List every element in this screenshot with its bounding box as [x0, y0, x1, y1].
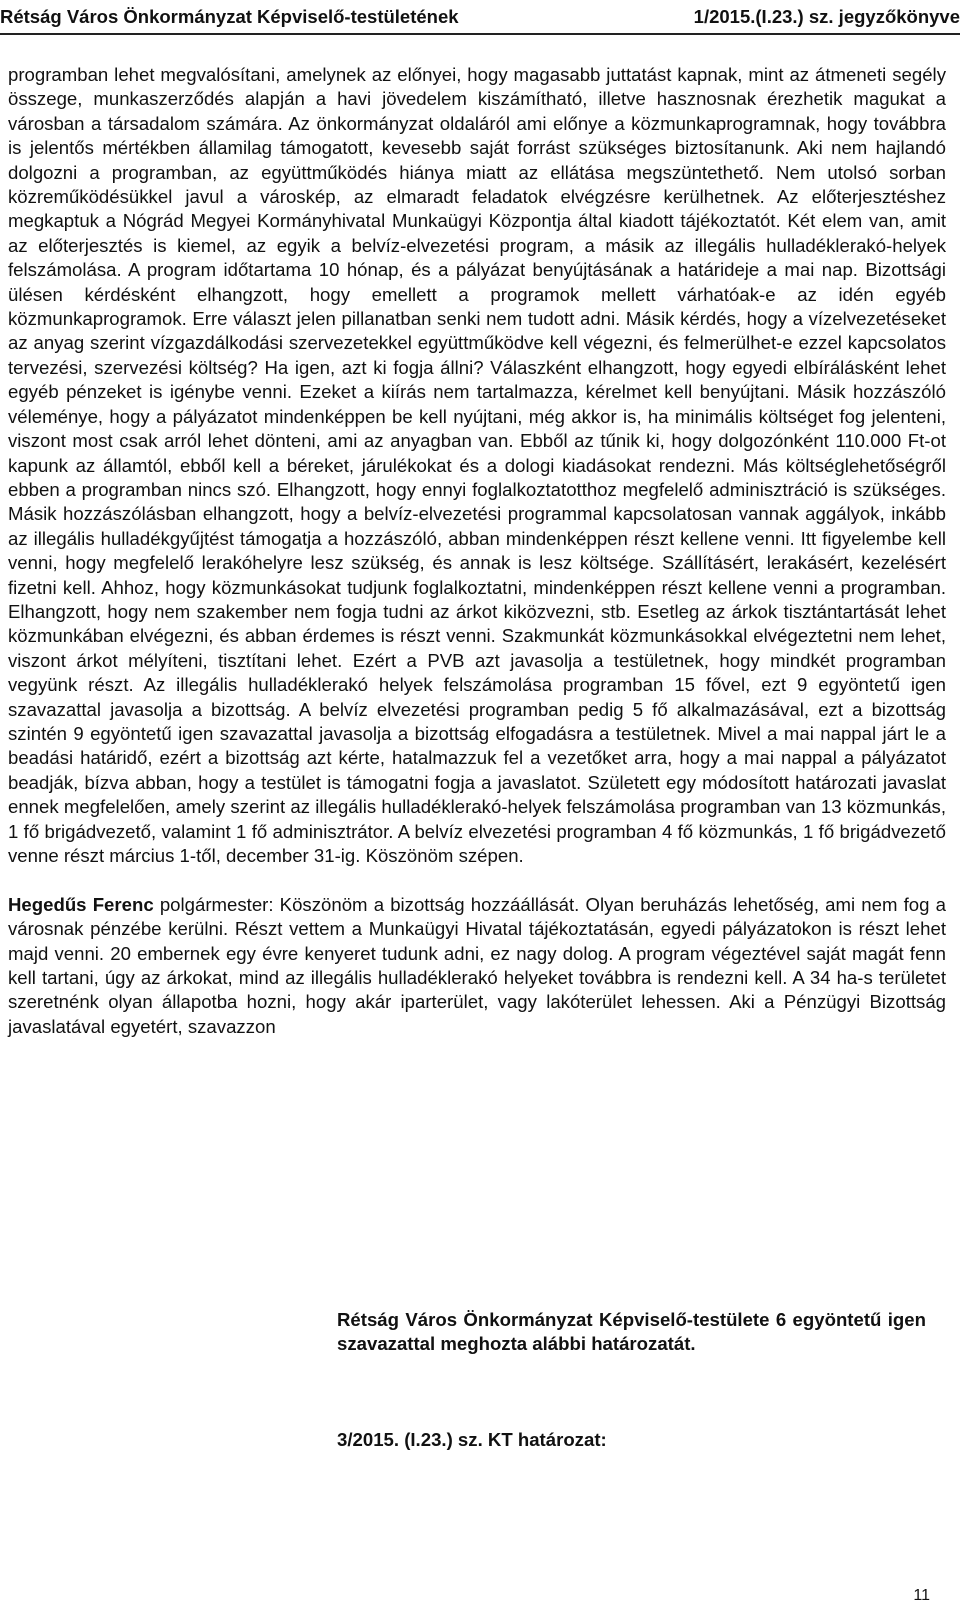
committee-report-paragraph: programban lehet megvalósítani, amelynek az előnyei, hogy magasabb juttatást kapnak, mint az átmeneti segély összege, munkaszerződés alapján a havi jövedelem kiszámítható, illetve hasznosnak érezhetik magukat a városban a társadalom számára. Az önkormányzat oldaláról ami előnye a közmunkaprogramnak, hogy továbbra is jelentős mértékben államilag támogatott, kevesebb saját forrást szükséges biztosítanunk. Aki nem hajlandó dolgozni a programban, az együttműködés hiánya miatt az ellátása megszüntethető. Nem utolsó sorban közreműködésükkel javul a városkép, az elmaradt feladatok elvégzésre kerülhetnek. Az előterjesztéshez megkaptuk a Nógrád Megyei Kormányhivatal Munkaügyi Központja által kiadott tájékoztatót. Két elem van, amit az előterjesztés is kiemel, az egyik a belvíz-elvezetési program, a másik az illegális hulladéklerakó-helyek felszámolása. A program időtartama 10 hónap, és a pályázat benyújtásának a határideje a mai nap. Bizottsági ülésen kérdésként elhangzott, hogy emellett a programok mellett várhatóak-e az idén egyéb közmunkaprogramok. Erre választ jelen pillanatban senki nem tudott adni. Másik kérdés, hogy a vízelvezetéseket az anyag szerint vízgazdálkodási szervezetekkel együttműködve kell végezni, és felmerülhet-e ezzel kapcsolatos tervezési, szervezési költség? Ha igen, azt ki fogja állni? Válaszként elhangzott, hogy egyedi elbírálásként lehet egyéb pénzeket is igénybe venni. Ezeket a kiírás nem tartalmazza, kérelmet kell benyújtani. Másik hozzászóló véleménye, hogy a pályázatot mindenképpen be kell nyújtani, még akkor is, ha minimális költséget fog jelenteni, viszont most csak arról lehet dönteni, ami az anyagban van. Ebből az tűnik ki, hogy dolgozónként 110.000 Ft-ot kapunk az államtól, ebből kell a béreket, járulékokat és a dologi kiadásokat rendezni. Más költséglehetőségről ebben a programban nincs szó. Elhangzott, hogy ennyi foglalkoztatotthoz megfelelő adminisztráció is szükséges. Másik hozzászólásban elhangzott, hogy a belvíz-elvezetési programmal kapcsolatosan vannak aggályok, inkább az illegális hulladékgyűjtést támogatja a hozzászóló, abban mindenképpen részt kellene venni. Itt figyelembe kell venni, hogy megfelelő lerakóhelyre lesz szükség, és annak is lesz költsége. Szállításért, lerakásért, kezelésért fizetni kell. Ahhoz, hogy közmunkásokat tudjunk foglalkoztatni, mindenképpen részt kellene venni a programban. Elhangzott, hogy nem szakember nem fogja tudni az árkot kiközvezni, stb. Esetleg az árkok tisztántartását lehet közmunkában elvégezni, és abban érdemes is részt venni. Szakmunkát közmunkásokkal elvégeztetni nem lehet, viszont árkot mélyíteni, tisztítani lehet. Ezért a PVB azt javasolja a testületnek, hogy mindkét programban vegyünk részt. Az illegális hulladéklerakó helyek felszámolása programban 15 fővel, ezt 9 egyöntetű igen szavazattal javasolja a bizottság. A belvíz elvezetési programban pedig 5 fő alkalmazásával, ezt a bizottság szintén 9 egyöntetű igen szavazattal javasolja a bizottság elfogadásra a testületnek. Mivel a mai nappal járt le a beadási határidő, ezért a bizottság azt kérte, hatalmazzuk fel a vezetőket arra, hogy a mai nappal a pályázatot beadják, bízva abban, hogy a testület is támogatni fogja a javaslatot. Született egy módosított határozati javaslat ennek megfelelően, amely szerint az illegális hulladéklerakó-helyek felszámolása programban van 13 közmunkás, 1 fő brigádvezető, valamint 1 fő adminisztrátor. A belvíz elvezetési programban 4 fő közmunkás, 1 fő brigádvezető venne részt március 1-től, december 31-ig. Köszönöm szépen. [8, 64, 946, 866]
decision-title: 3/2015. (I.23.) sz. KT határozat: [337, 1429, 607, 1450]
header-minutes-number: 1/2015.(I.23.) sz. jegyzőkönyve [693, 6, 960, 27]
page-number: 11 [913, 1587, 930, 1604]
mayor-statement-paragraph [8, 893, 946, 1039]
header-document-body: Rétság Város Önkormányzat Képviselő-testületének [0, 6, 459, 27]
mayor-statement-text: polgármester: Köszönöm a bizottság hozzáállását. Olyan beruházás lehetőség, ami nem fog a városnak pénzébe kerülni. Részt vettem a Munkaügyi Hivatal tájékoztatásán, egyedi pályázatokon is részt lehet majd venni. 20 embernek egy évre kenyeret tudunk adni, ez nagy dolog. A program végeztével saját magát fenn kell tartani, úgy az árkokat, mind az illegális hulladéklerakó helyeket továbbra is rendezni kell. A 34 ha-s területet szeretnénk olyan állapotba hozni, hogy akár iparterület, vagy lakóterület lehessen. Aki a Pénzügyi Bizottság javaslatával egyetért, szavazzon [8, 893, 946, 1037]
page-header [0, 0, 960, 34]
speaker-name: Hegedűs Ferenc [8, 893, 154, 915]
header-rule [0, 33, 960, 35]
minutes-body [8, 63, 946, 1039]
resolution-statement: Rétság Város Önkormányzat Képviselő-testülete 6 egyöntetű igen szavazattal meghozta alábbi határozatát. [337, 1309, 926, 1355]
